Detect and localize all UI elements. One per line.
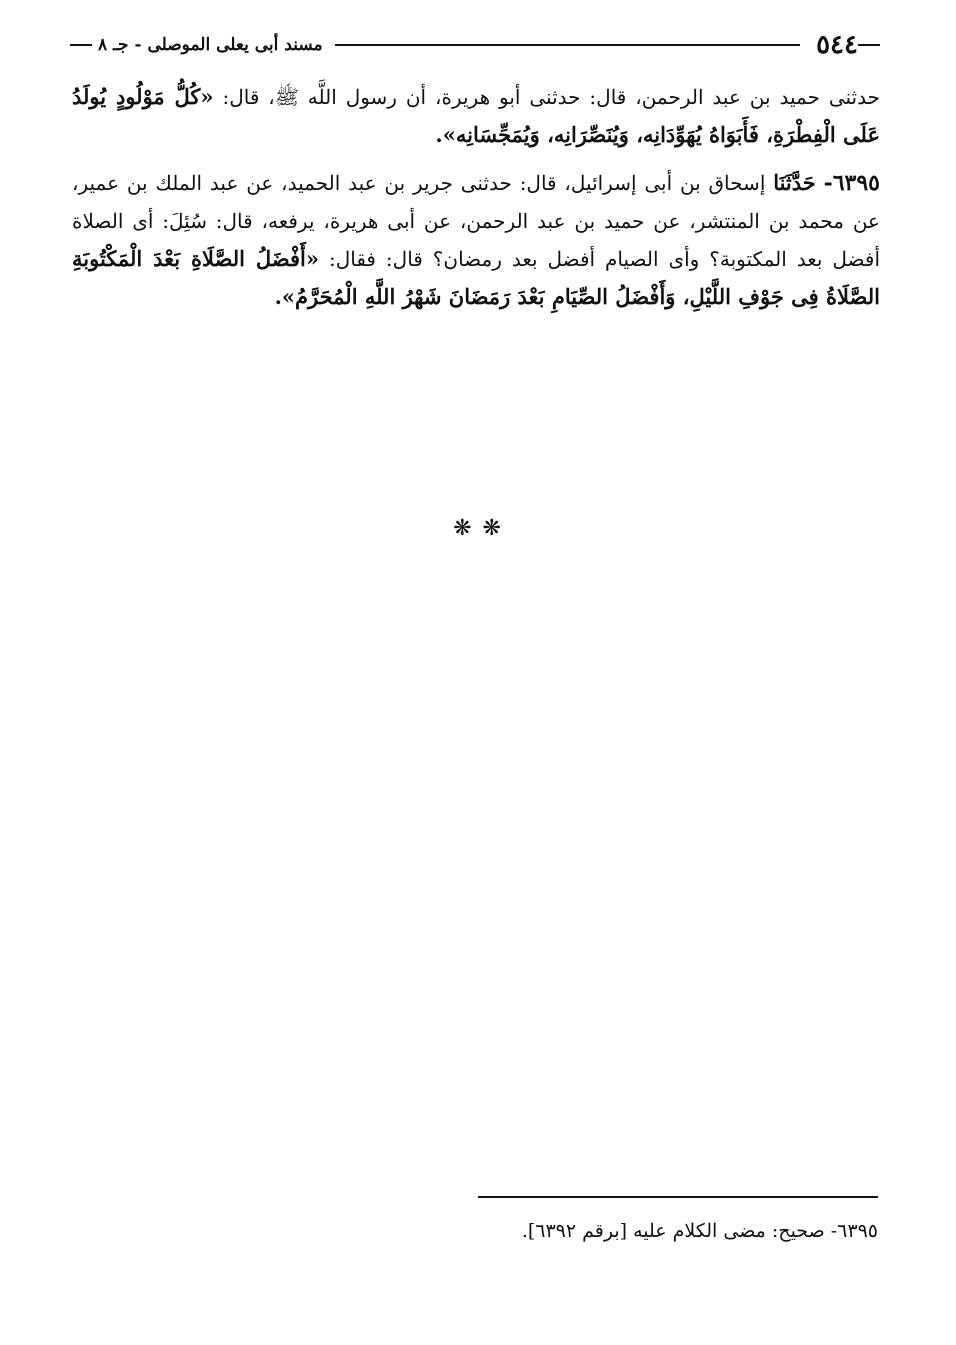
hadith-number: ٦٣٩٥- — [823, 170, 880, 196]
footnote-rule — [478, 1196, 878, 1198]
hadith-quote-2: «أَفْضَلُ الصَّلَاةِ بَعْدَ الْمَكْتُوبَةِ الصَّلَاةُ فِى جَوْفِ اللَّيْلِ، وَأَفْضَلُ الصِّيَامِ بَعْدَ رَمَضَانَ شَهْرُ اللَّهِ الْمُحَرَّمُ». — [72, 246, 880, 309]
header-dash-right — [858, 44, 880, 46]
footnote — [72, 1216, 878, 1246]
footnote-number: ٦٣٩٥- — [830, 1220, 878, 1242]
hadith-chain: إسحاق بن أبى إسرائيل، قال: حدثنى جرير بن عبد الحميد، عن عبد الملك بن عمير، عن محمد بن المنتشر، عن حميد بن عبد الرحمن، عن أبى هريرة، يرفعه، قال: سُئِلَ: أى الصلاة أفضل بعد المكتوبة؟ وأى الصيام أفضل بعد رمضان؟ قال: فقال: — [72, 171, 880, 271]
page-number: ٥٤٤ — [816, 30, 858, 60]
footnote-text: صحيح: مضى الكلام عليه [برقم ٦٣٩٢]. — [521, 1220, 825, 1242]
paragraph-continuation — [72, 78, 880, 154]
running-header — [70, 30, 880, 60]
hadith-6395 — [72, 164, 880, 316]
header-title: مسند أبى يعلى الموصلى - جـ ٨ — [98, 35, 323, 55]
hadith-opening: حَدَّثَنَا — [773, 170, 816, 195]
header-rule — [335, 44, 800, 46]
main-text — [72, 78, 880, 326]
paragraph-lead: حدثنى حميد بن عبد الرحمن، قال: حدثنى أبو هريرة، أن رسول اللَّه ﷺ، قال: — [222, 85, 880, 109]
hadith-quote-1: «كُلُّ مَوْلُودٍ يُولَدُ عَلَى الْفِطْرَةِ، فَأَبَوَاهُ يُهَوِّدَانِه، وَيُنَصِّرَانِه، وَيُمَجِّسَانِه». — [72, 84, 880, 147]
header-dash-left — [70, 44, 92, 46]
section-separator: ❋ ❋ — [453, 516, 503, 541]
